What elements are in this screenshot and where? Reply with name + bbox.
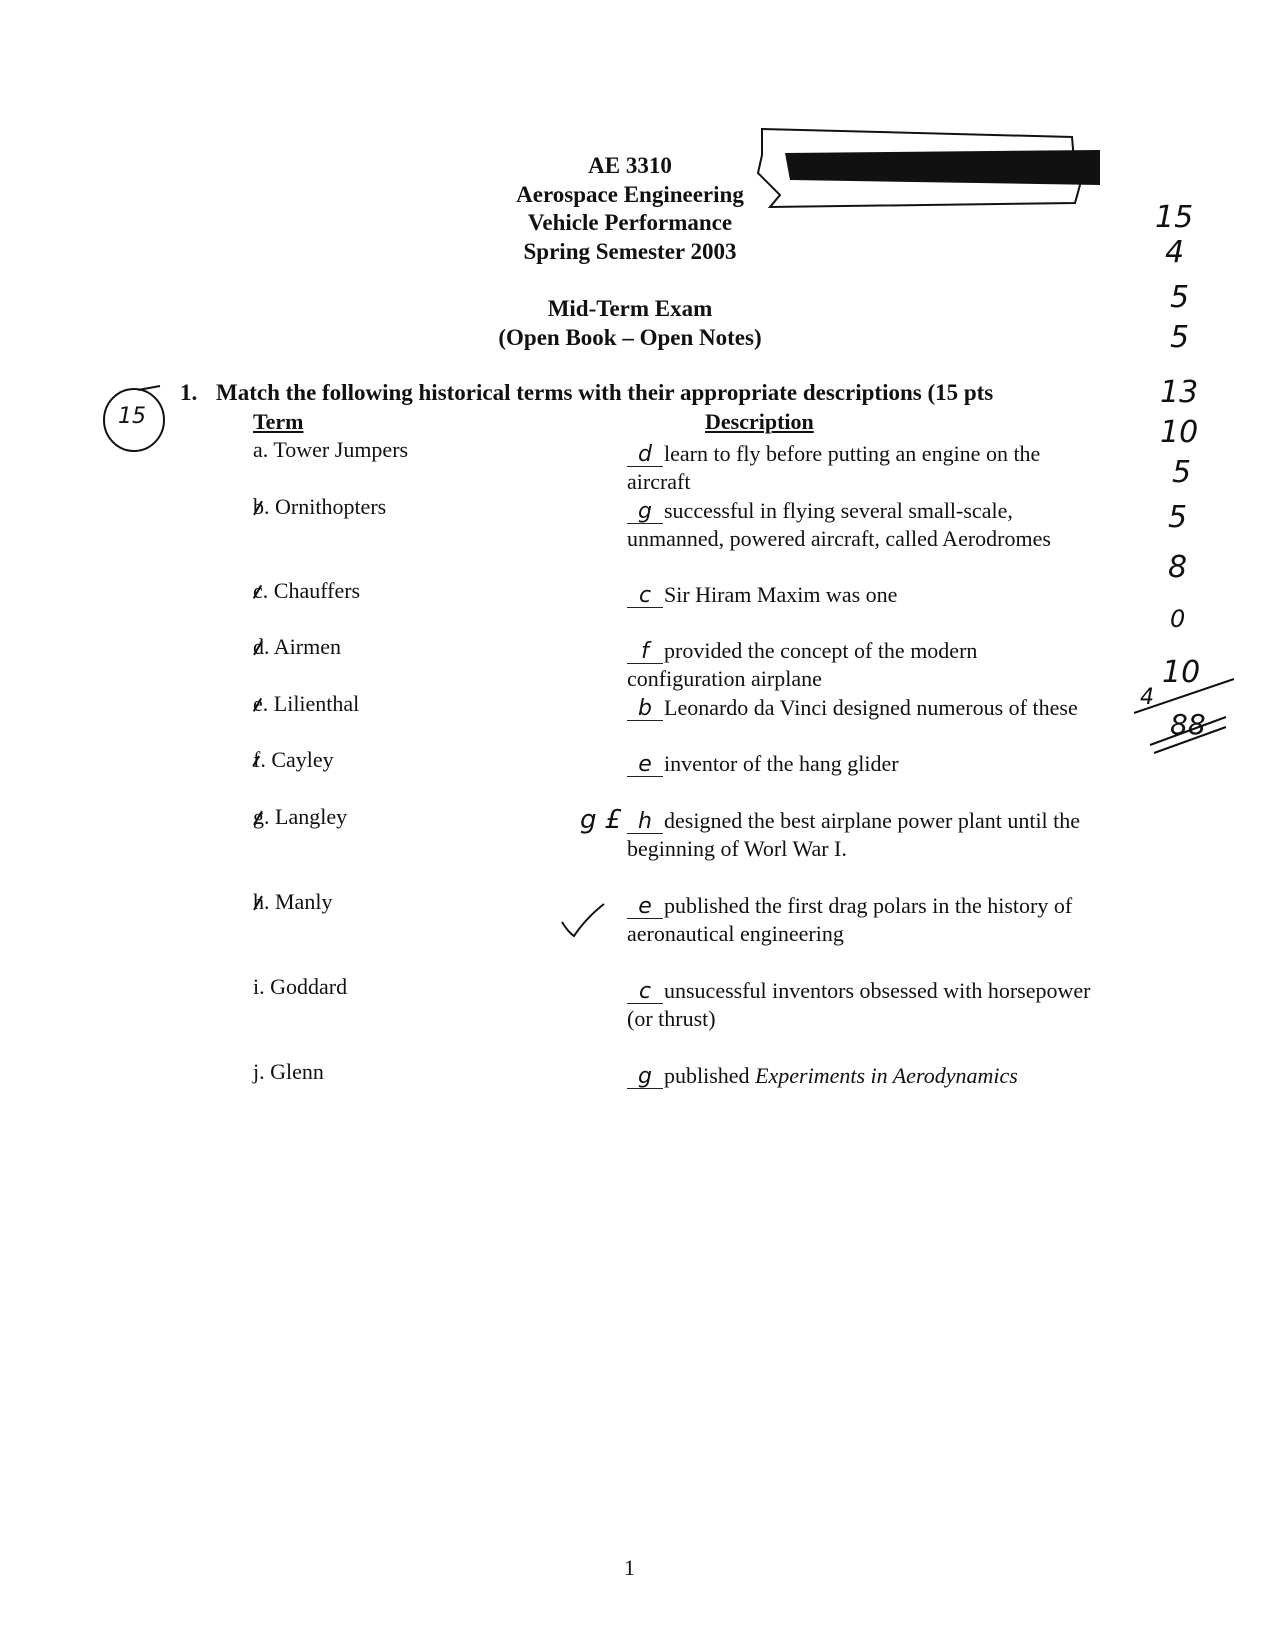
- margin-score-4: 5: [1170, 320, 1190, 355]
- page-number: 1: [624, 1555, 635, 1580]
- term-j: j. Glenn: [253, 1059, 324, 1084]
- answer-blank[interactable]: d: [627, 444, 663, 467]
- exam-title: Mid-Term Exam: [547, 296, 713, 321]
- description-1: d learn to fly before putting an engine on the aircraft: [627, 441, 1041, 494]
- term-f: f. Cayley: [253, 747, 334, 772]
- question-number: 1.: [180, 380, 198, 405]
- margin-score-5: 13: [1160, 375, 1199, 410]
- margin-score-3: 5: [1170, 280, 1190, 315]
- total-score: 88: [1170, 708, 1206, 741]
- description-5: b Leonardo da Vinci designed numerous of these: [627, 694, 1097, 722]
- margin-score-9: 8: [1168, 550, 1188, 585]
- margin-score-1: 15: [1155, 200, 1194, 235]
- handwritten-note: g £: [580, 805, 622, 835]
- redacted-name-box: [750, 125, 1110, 215]
- answer-blank[interactable]: e: [627, 896, 663, 919]
- column-header-description: Description: [705, 409, 814, 434]
- term-b: b. Ornithopters: [253, 494, 387, 519]
- course-code: AE 3310: [588, 153, 672, 178]
- term-h: h. Manly: [253, 889, 333, 914]
- description-3: c Sir Hiram Maxim was one: [627, 581, 1097, 609]
- description-4: f provided the concept of the modern configuration airplane: [627, 638, 978, 691]
- answer-blank[interactable]: c: [627, 585, 663, 608]
- term-g: g. Langley: [253, 804, 348, 829]
- margin-score-8: 5: [1168, 500, 1188, 535]
- question-text: Match the following historical terms with their appropriate descriptions (15 pts: [216, 380, 994, 405]
- circled-score: 15: [118, 404, 146, 429]
- margin-score-7: 5: [1172, 455, 1192, 490]
- description-10: g published Experiments in Aerodynamics: [627, 1062, 1097, 1090]
- term-i: i. Goddard: [253, 974, 348, 999]
- margin-score-2: 4: [1165, 235, 1185, 270]
- term-e: e. Lilienthal: [253, 691, 360, 716]
- term-c: c. Chauffers: [253, 578, 361, 603]
- semester: Spring Semester 2003: [523, 239, 737, 264]
- answer-blank[interactable]: g: [627, 501, 663, 524]
- description-8: e published the first drag polars in the history of aeronautical engineering: [627, 893, 1073, 946]
- margin-score-11: 10: [1162, 655, 1201, 690]
- term-a: a. Tower Jumpers: [253, 437, 409, 462]
- course-subject: Vehicle Performance: [527, 210, 733, 235]
- margin-score-6: 10: [1160, 415, 1199, 450]
- description-2: g successful in flying several small-scale, unmanned, powered aircraft, called Aerodromes: [627, 498, 1051, 551]
- description-9: c unsucessful inventors obsessed with horsepower (or thrust): [627, 978, 1091, 1031]
- column-header-term: Term: [253, 409, 304, 434]
- answer-blank[interactable]: f: [627, 641, 663, 664]
- answer-blank[interactable]: c: [627, 981, 663, 1004]
- margin-score-prefix: 4: [1140, 685, 1154, 710]
- description-7: h designed the best airplane power plant until the beginning of Worl War I.: [627, 808, 1081, 861]
- answer-blank[interactable]: g: [627, 1066, 663, 1089]
- description-6: e inventor of the hang glider: [627, 750, 1097, 778]
- checkmark-icon: [558, 900, 608, 940]
- term-d: d. Airmen: [253, 634, 341, 659]
- answer-blank[interactable]: e: [627, 754, 663, 777]
- margin-score-10: 0: [1170, 605, 1186, 633]
- answer-blank[interactable]: h: [627, 811, 663, 834]
- department: Aerospace Engineering: [516, 182, 744, 207]
- exam-format: (Open Book – Open Notes): [498, 325, 762, 350]
- answer-blank[interactable]: b: [627, 698, 663, 721]
